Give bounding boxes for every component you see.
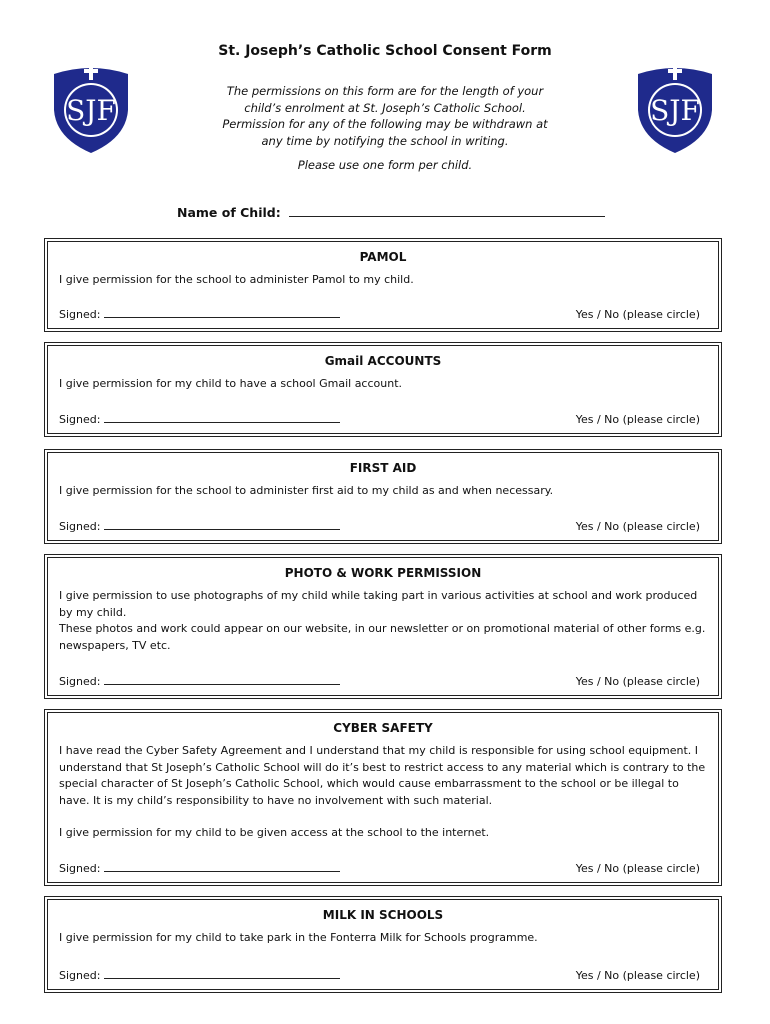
section-paragraph: I give permission for my child to take park in the Fonterra Milk for Schools programme. [59,931,538,944]
yes-no-choice[interactable]: Yes / No (please circle) [575,520,700,533]
section-text [59,483,708,500]
section-title: Gmail ACCOUNTS [324,354,442,368]
section-text [59,930,708,947]
school-crest-logo-right [632,60,718,156]
section-text [59,588,708,654]
section-paragraph: These photos and work could appear on our website, in our newsletter or on promotional material of other forms e.g. newspapers, TV etc. [59,622,706,652]
logo-monogram: SJF [66,94,116,127]
signed-field[interactable] [59,969,340,982]
signed-label: Signed: [59,308,101,321]
section-photo-work-permission [44,554,722,699]
logo-monogram: SJF [650,94,700,127]
signed-field[interactable] [59,862,340,875]
section-title: PHOTO & WORK PERMISSION [284,566,482,580]
yes-no-choice[interactable]: Yes / No (please circle) [575,862,700,875]
signature-line[interactable] [104,413,340,423]
section-title: CYBER SAFETY [333,721,433,735]
signature-row [59,520,700,533]
signed-field[interactable] [59,308,340,321]
intro-text [210,83,560,174]
intro-line: child’s enrolment at St. Joseph’s Catholic School. [244,100,526,115]
section-first-aid [44,449,722,544]
yes-no-choice[interactable]: Yes / No (please circle) [575,675,700,688]
signature-row [59,969,700,982]
signature-line[interactable] [104,862,340,872]
name-of-child-label: Name of Child: [177,205,281,220]
signature-row [59,308,700,321]
signed-field[interactable] [59,413,340,426]
signature-line[interactable] [104,308,340,318]
section-text [59,272,708,289]
one-form-note: Please use one form per child. [297,158,473,172]
signed-field[interactable] [59,675,340,688]
signed-label: Signed: [59,520,101,533]
section-paragraph: I have read the Cyber Safety Agreement and I understand that my child is responsible for using school equipment. I understand that St Joseph’s Catholic School will do it’s best to restrict access to any material which is contrary to the special character of St Joseph’s Catholic School, which would cause embarrassment to the school or be illegal to have. It is my child’s responsibility to have no involvement with such material. [59,744,706,807]
section-title: FIRST AID [349,461,417,475]
yes-no-choice[interactable]: Yes / No (please circle) [575,308,700,321]
section-paragraph: I give permission for the school to administer Pamol to my child. [59,273,414,286]
section-cyber-safety [44,709,722,886]
section-text [59,376,708,393]
signature-row [59,413,700,426]
section-paragraph: I give permission to use photographs of my child while taking part in various activities at school and work produced by my child. [59,589,698,619]
section-paragraph: I give permission for my child to have a school Gmail account. [59,377,403,390]
signature-row [59,862,700,875]
signed-label: Signed: [59,413,101,426]
signed-label: Signed: [59,675,101,688]
school-crest-logo-left [48,60,134,156]
signed-field[interactable] [59,520,340,533]
section-title: MILK IN SCHOOLS [322,908,444,922]
intro-line: Permission for any of the following may be withdrawn at [222,117,548,131]
name-of-child-field[interactable] [289,204,605,217]
name-of-child-row [177,204,605,220]
signature-row [59,675,700,688]
intro-line: The permissions on this form are for the length of your [226,84,544,98]
signed-label: Signed: [59,969,101,982]
section-title: PAMOL [359,250,407,264]
section-milk-in-schools [44,896,722,993]
signed-label: Signed: [59,862,101,875]
yes-no-choice[interactable]: Yes / No (please circle) [575,969,700,982]
section-gmail-accounts [44,342,722,437]
section-text [59,743,708,842]
section-paragraph: I give permission for the school to administer first aid to my child as and when necessary. [59,484,554,497]
signature-line[interactable] [104,520,340,530]
signature-line[interactable] [104,675,340,685]
yes-no-choice[interactable]: Yes / No (please circle) [575,413,700,426]
section-pamol [44,238,722,332]
form-title: St. Joseph’s Catholic School Consent Form [218,43,552,59]
section-paragraph: I give permission for my child to be given access at the school to the internet. [59,826,490,839]
signature-line[interactable] [104,969,340,979]
intro-line: any time by notifying the school in writing. [261,133,509,148]
